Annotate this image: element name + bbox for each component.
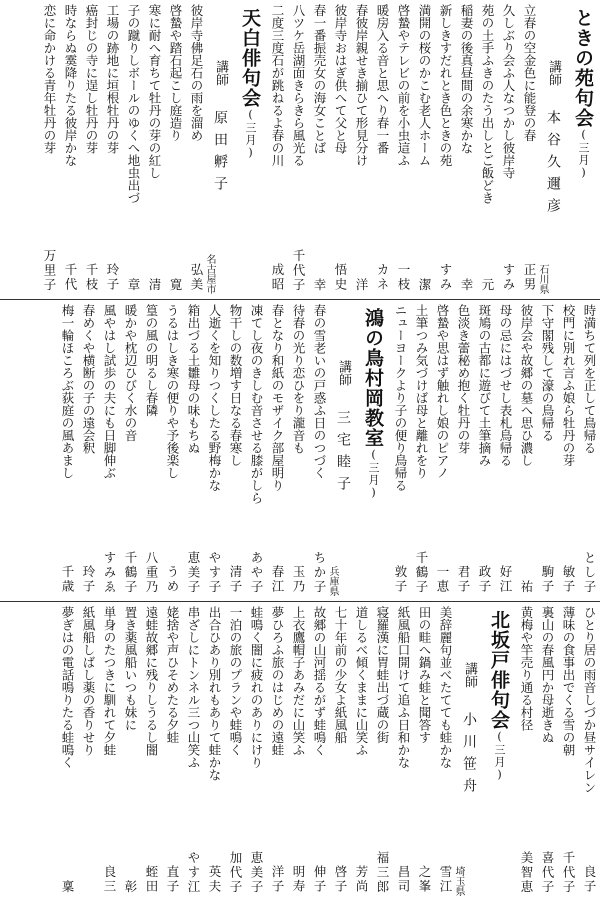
haiku-author: すみ — [501, 263, 516, 292]
haiku-verse: 春彼岸親せき揃ひて形見分け — [354, 4, 369, 167]
haiku-author: 八重乃 — [144, 550, 159, 594]
haiku-column — [102, 0, 123, 298]
haiku-column — [558, 602, 579, 900]
teacher-label: 講師 — [462, 662, 477, 688]
haiku-verse: 下守閣残して濠の鳥帰る — [540, 304, 555, 442]
haiku-author: 正男 — [522, 263, 537, 292]
haiku-author: 一恵 — [435, 565, 450, 594]
haiku-verse: 箱出づる土雛母の味もちぬ — [186, 304, 201, 454]
haiku-column — [204, 300, 225, 600]
haiku-author: 幸 — [459, 277, 474, 292]
haiku-author: 美智恵 — [519, 850, 534, 894]
haiku-column — [495, 300, 516, 600]
haiku-column — [411, 300, 432, 600]
teacher-column — [327, 300, 356, 600]
teacher-name: 原田孵子 — [212, 110, 228, 198]
teacher-label: 講師 — [546, 60, 561, 86]
haiku-verse: 紙風船しばし薬の香りせり — [81, 606, 96, 756]
haiku-column — [519, 0, 540, 298]
haiku-verse: 新しきすだれとき色ときの苑 — [438, 4, 453, 167]
haiku-verse: 癌封じの寺に逞し牡丹の芽 — [84, 4, 99, 154]
haiku-author: 彰 — [123, 879, 138, 894]
haiku-verse: 斑鳩の古都に遊びて土筆摘み — [477, 304, 492, 467]
group-title — [233, 8, 267, 160]
haiku-verse: 校門に別れ言ふ娘ら牡丹の芽 — [561, 304, 576, 467]
teacher-region: 名古屋市 — [204, 254, 215, 294]
haiku-column — [579, 602, 600, 900]
haiku-author: あや子 — [249, 550, 264, 594]
haiku-verse: 人逝くを知りつくしたる野梅かな — [207, 304, 222, 492]
haiku-column — [60, 0, 81, 298]
haiku-verse: 故郷の山河揺るがず蛙鳴く — [312, 606, 327, 756]
haiku-column — [579, 300, 600, 600]
haiku-author: 喜代子 — [540, 850, 555, 894]
haiku-author: 元 — [480, 277, 495, 292]
haiku-author: 伸子 — [312, 865, 327, 894]
haiku-author: 玲子 — [81, 565, 96, 594]
haiku-column — [372, 602, 393, 900]
haiku-verse: 彼岸会や故郷の墓へ思ひ濃し — [519, 304, 534, 467]
teacher-label: 講師 — [213, 60, 228, 86]
haiku-verse: 待春の光り恋ひをり瀧音も — [291, 304, 306, 454]
haiku-author: 清子 — [228, 565, 243, 594]
haiku-verse: 夢ひろふ旅のはじめの遠蛙 — [270, 606, 285, 756]
haiku-verse: 子の蹴りしボールのゆくへ地虫出づ — [126, 4, 141, 204]
teacher-label: 講師 — [336, 360, 351, 386]
haiku-column — [432, 300, 453, 600]
haiku-column — [183, 602, 204, 900]
haiku-column — [123, 0, 144, 298]
haiku-column — [330, 0, 351, 298]
haiku-author: 蛭田 — [144, 865, 159, 894]
haiku-author: 千代子 — [561, 850, 576, 894]
haiku-author: 成昭 — [270, 263, 285, 292]
haiku-verse: 色淡き蕾秘め抱く牡丹の芽 — [456, 304, 471, 454]
haiku-author: カネ — [375, 263, 390, 292]
haiku-verse: 遠蛙故郷に残りしうるし闇 — [144, 606, 159, 756]
haiku-author: 政子 — [477, 565, 492, 594]
haiku-author: 千代子 — [291, 248, 306, 292]
haiku-author: 良三 — [102, 865, 117, 894]
haiku-column — [474, 300, 495, 600]
haiku-column — [141, 602, 162, 900]
haiku-column — [414, 602, 435, 900]
haiku-column — [246, 602, 267, 900]
haiku-author: 恵美子 — [186, 550, 201, 594]
teacher-column — [537, 0, 566, 298]
haiku-verse: 二度三度石が跳ねるよ春の川 — [270, 4, 285, 167]
haiku-column — [288, 300, 309, 600]
haiku-verse: 啓蟄や踏石起こし庭造り — [168, 4, 183, 142]
haiku-column — [435, 602, 456, 900]
haiku-author: とし子 — [582, 550, 597, 594]
haiku-verse: 夢ぎはの電話鳴りたる蛙鳴く — [60, 606, 75, 769]
haiku-author: 良子 — [582, 865, 597, 894]
haiku-column — [141, 300, 162, 600]
haiku-verse: 紙風船口開けて追ふ日和かな — [396, 606, 411, 769]
haiku-author: すみゑ — [102, 550, 117, 594]
group-name: 北坂戸俳句会 — [488, 610, 510, 730]
band-top — [0, 0, 600, 298]
haiku-column — [267, 0, 288, 298]
haiku-verse: 恋に命かける青年牡丹の芽 — [42, 4, 57, 154]
haiku-column — [330, 602, 351, 900]
haiku-verse: 単身のたつきに馴れて夕蛙 — [102, 606, 117, 756]
haiku-column — [267, 602, 288, 900]
teacher-name: 小川笹舟 — [461, 712, 477, 800]
haiku-author: 敏子 — [561, 565, 576, 594]
haiku-author: 好江 — [498, 565, 513, 594]
haiku-verse: 暖房入る音と思へり春一番 — [375, 4, 390, 154]
haiku-column — [477, 0, 498, 298]
haiku-author: 章 — [126, 277, 141, 292]
haiku-verse: 啓蟄や思はず触れし娘のピアノ — [435, 304, 450, 479]
haiku-author: うめ — [165, 565, 180, 594]
haiku-verse: 春一番振売女の海女ことば — [312, 4, 327, 154]
haiku-author: 直子 — [165, 865, 180, 894]
haiku-author: 雪江 — [438, 865, 453, 894]
haiku-verse: 春となり和紙のモザイク部屋明り — [270, 304, 285, 492]
haiku-verse: 出合ひあり別れもありて蛙かな — [207, 606, 222, 781]
haiku-verse: 彼岸寺佛足石の雨を溜め — [189, 4, 204, 142]
haiku-author: やす子 — [207, 550, 222, 594]
haiku-verse: 置き薬風船いつも妹に — [123, 606, 138, 731]
haiku-verse: 苑の土手ふきのたう出しとご飯どき — [480, 4, 495, 204]
haiku-column — [309, 0, 330, 298]
group-title — [566, 8, 600, 180]
haiku-verse: 串ざしにトンネル三つ山笑ふ — [186, 606, 201, 769]
haiku-column — [558, 300, 579, 600]
haiku-column — [414, 0, 435, 298]
haiku-column — [57, 300, 78, 600]
haiku-author: 敦子 — [393, 565, 408, 594]
haiku-author: 千鶴子 — [414, 550, 429, 594]
haiku-column — [57, 602, 78, 900]
band-spacer — [0, 602, 57, 900]
haiku-verse: 上衣鷹帽子あみだに山笑ふ — [291, 606, 306, 756]
haiku-author: 万里子 — [42, 248, 57, 292]
haiku-author: 弘美 — [189, 263, 204, 292]
haiku-verse: 春めくや横断の子の遠会釈 — [81, 304, 96, 454]
haiku-column — [435, 0, 456, 298]
haiku-author: 昌司 — [396, 865, 411, 894]
haiku-author: 潔 — [417, 277, 432, 292]
haiku-column — [165, 0, 186, 298]
group-name: 鴻の鳥村岡教室 — [362, 308, 384, 448]
haiku-column — [537, 602, 558, 900]
haiku-author: 玉乃 — [291, 565, 306, 594]
haiku-verse: 寒に耐へ育ちて牡丹の芽の紅し — [147, 4, 162, 179]
group-title-column — [356, 300, 390, 600]
haiku-column — [99, 602, 120, 900]
haiku-verse: 田の畦へ鍋み蛙と聞答す — [417, 606, 432, 744]
haiku-author: 英夫 — [207, 865, 222, 894]
haiku-author: 啓子 — [333, 865, 348, 894]
haiku-verse: 蛙鳴く闇に疲れのありにけり — [249, 606, 264, 769]
haiku-column — [390, 300, 411, 600]
haiku-verse: 裏山の春風円か母逝きぬ — [540, 606, 555, 744]
haiku-author: 駒子 — [540, 565, 555, 594]
group-month: (三月) — [493, 730, 506, 782]
haiku-verse: 七十年前の少女よ紙風船 — [333, 606, 348, 744]
haiku-column — [393, 602, 414, 900]
haiku-verse: 彼岸寺おはぎ供へて父と母 — [333, 4, 348, 154]
haiku-verse: 時ならぬ霙降りたる彼岸かな — [63, 4, 78, 167]
haiku-author: 寛 — [168, 277, 183, 292]
haiku-verse: 道しるべ傾くままに山笑ふ — [354, 606, 369, 756]
haiku-verse: 母の忌にはづせし表札鳥帰る — [498, 304, 513, 467]
haiku-author: 春江 — [270, 565, 285, 594]
haiku-author: 福三郎 — [375, 850, 390, 894]
group-month: (三月) — [367, 448, 380, 500]
haiku-verse: 物干しの数増す日なる春寒し — [228, 304, 243, 467]
haiku-column — [204, 602, 225, 900]
teacher-column — [453, 602, 482, 900]
haiku-column — [372, 0, 393, 298]
haiku-column — [144, 0, 165, 298]
group-title — [482, 610, 516, 782]
haiku-column — [81, 0, 102, 298]
haiku-column — [351, 0, 372, 298]
teacher-name: 本谷久邇彦 — [545, 110, 561, 220]
group-title-column — [482, 602, 516, 900]
haiku-author: 千鶴子 — [123, 550, 138, 594]
group-month: (三月) — [244, 108, 257, 160]
haiku-author: 稟 — [60, 879, 75, 894]
haiku-verse: 啓蟄やテレビの前を小虫這ふ — [396, 4, 411, 167]
haiku-column — [99, 300, 120, 600]
haiku-author: 幸 — [312, 277, 327, 292]
haiku-verse: 工場の跡地に垣根牡丹の芽 — [105, 4, 120, 154]
group-name: 天白俳句会 — [239, 8, 261, 108]
haiku-author: 千歳 — [60, 565, 75, 594]
haiku-column — [453, 300, 474, 600]
haiku-verse: 篁の風の明るし春隣 — [144, 304, 159, 417]
haiku-verse: ひとり居の雨音しづか昼サイレン — [582, 606, 597, 794]
band-spacer — [0, 300, 57, 600]
group-month: (三月) — [577, 128, 590, 180]
haiku-column — [288, 602, 309, 900]
haiku-column — [186, 0, 207, 298]
haiku-column — [78, 300, 99, 600]
haiku-column — [225, 602, 246, 900]
haiku-column — [267, 300, 288, 600]
teacher-region: 兵庫県 — [327, 566, 338, 596]
haiku-verse: 土筆つみ気づけば母と離れをり — [414, 304, 429, 479]
teacher-region: 埼玉県 — [453, 866, 464, 896]
haiku-column — [183, 300, 204, 600]
haiku-author: 悟史 — [333, 263, 348, 292]
haiku-verse: 時満ちて列を正して鳥帰る — [582, 304, 597, 454]
teacher-column — [204, 0, 233, 298]
haiku-verse: 八ツケ岳湖面きらきら風光る — [291, 4, 306, 167]
haiku-column — [393, 0, 414, 298]
haiku-verse: 黄梅や竿売り通る村径 — [519, 606, 534, 731]
haiku-author: 洋 — [354, 277, 369, 292]
haiku-column — [351, 602, 372, 900]
haiku-column — [162, 300, 183, 600]
haiku-verse: 満開の桜のかこむ老人ホーム — [417, 4, 432, 167]
haiku-author: 玲子 — [105, 263, 120, 292]
haiku-author: 芳尚 — [354, 865, 369, 894]
haiku-column — [246, 300, 267, 600]
haiku-author: やす江 — [186, 850, 201, 894]
haiku-verse: 稲妻の後真昼間の余寒かな — [459, 4, 474, 154]
teacher-region: 石川県 — [537, 264, 548, 294]
haiku-verse: 凍てし夜のきしむ音させる膝がしら — [249, 304, 264, 504]
haiku-verse: ニューヨークより子の便り鳥帰る — [393, 304, 408, 492]
haiku-column — [225, 300, 246, 600]
haiku-column — [39, 0, 60, 298]
haiku-author: ちか子 — [312, 550, 327, 594]
haiku-author: 祐 — [519, 579, 534, 594]
haiku-column — [120, 300, 141, 600]
haiku-verse: 久しぶり会ふ人なつかし彼岸寺 — [501, 4, 516, 179]
haiku-column — [309, 300, 330, 600]
haiku-verse: 姥捨や声ひそめたる夕蛙 — [165, 606, 180, 744]
group-title — [356, 308, 390, 500]
haiku-verse: 薄味の食事出でくる雪の朝 — [561, 606, 576, 756]
haiku-author: すみ — [438, 263, 453, 292]
haiku-column — [162, 602, 183, 900]
haiku-column — [498, 0, 519, 298]
teacher-name: 三宅睦子 — [335, 410, 351, 498]
haiku-column — [516, 300, 537, 600]
haiku-author: 君子 — [456, 565, 471, 594]
haiku-column — [309, 602, 330, 900]
haiku-verse: 風やはし試歩の夫にも日脚伸ぶ — [102, 304, 117, 479]
haiku-column — [516, 602, 537, 900]
group-title-column — [233, 0, 267, 298]
haiku-verse: 春の雪老いの戸惑ふ日のつづく — [312, 304, 327, 479]
haiku-verse: 一泊の旅のプランや蛙鳴く — [228, 606, 243, 756]
haiku-author: 清 — [147, 277, 162, 292]
haiku-verse: 立春の空金色に能登の春 — [522, 4, 537, 142]
haiku-verse: 美辞麗句並べたてても蛙かな — [438, 606, 453, 769]
group-name: ときの苑句会 — [572, 8, 594, 128]
haiku-author: 加代子 — [228, 850, 243, 894]
haiku-column — [288, 0, 309, 298]
haiku-verse: 梅一輪ほころぶ荻庭の風あまし — [60, 304, 75, 479]
haiku-verse: 暖かや枕辺ひびく水の音 — [123, 304, 138, 442]
haiku-column — [120, 602, 141, 900]
haiku-author: 之峯 — [417, 865, 432, 894]
haiku-author: 明寿 — [291, 865, 306, 894]
band-spacer — [0, 0, 39, 298]
haiku-column — [78, 602, 99, 900]
band-bottom — [0, 602, 600, 900]
haiku-author: 恵美子 — [249, 850, 264, 894]
haiku-column — [537, 300, 558, 600]
haiku-author: 洋子 — [270, 865, 285, 894]
band-middle — [0, 300, 600, 600]
haiku-author: 千代 — [63, 263, 78, 292]
haiku-verse: うるはしき寒の便りや予後楽し — [165, 304, 180, 479]
haiku-author: 一枝 — [396, 263, 411, 292]
haiku-verse: 寝羅漢に胃蛙出づ蔵の街 — [375, 606, 390, 744]
group-title-column — [566, 0, 600, 298]
haiku-author: 千枝 — [84, 263, 99, 292]
haiku-column — [456, 0, 477, 298]
